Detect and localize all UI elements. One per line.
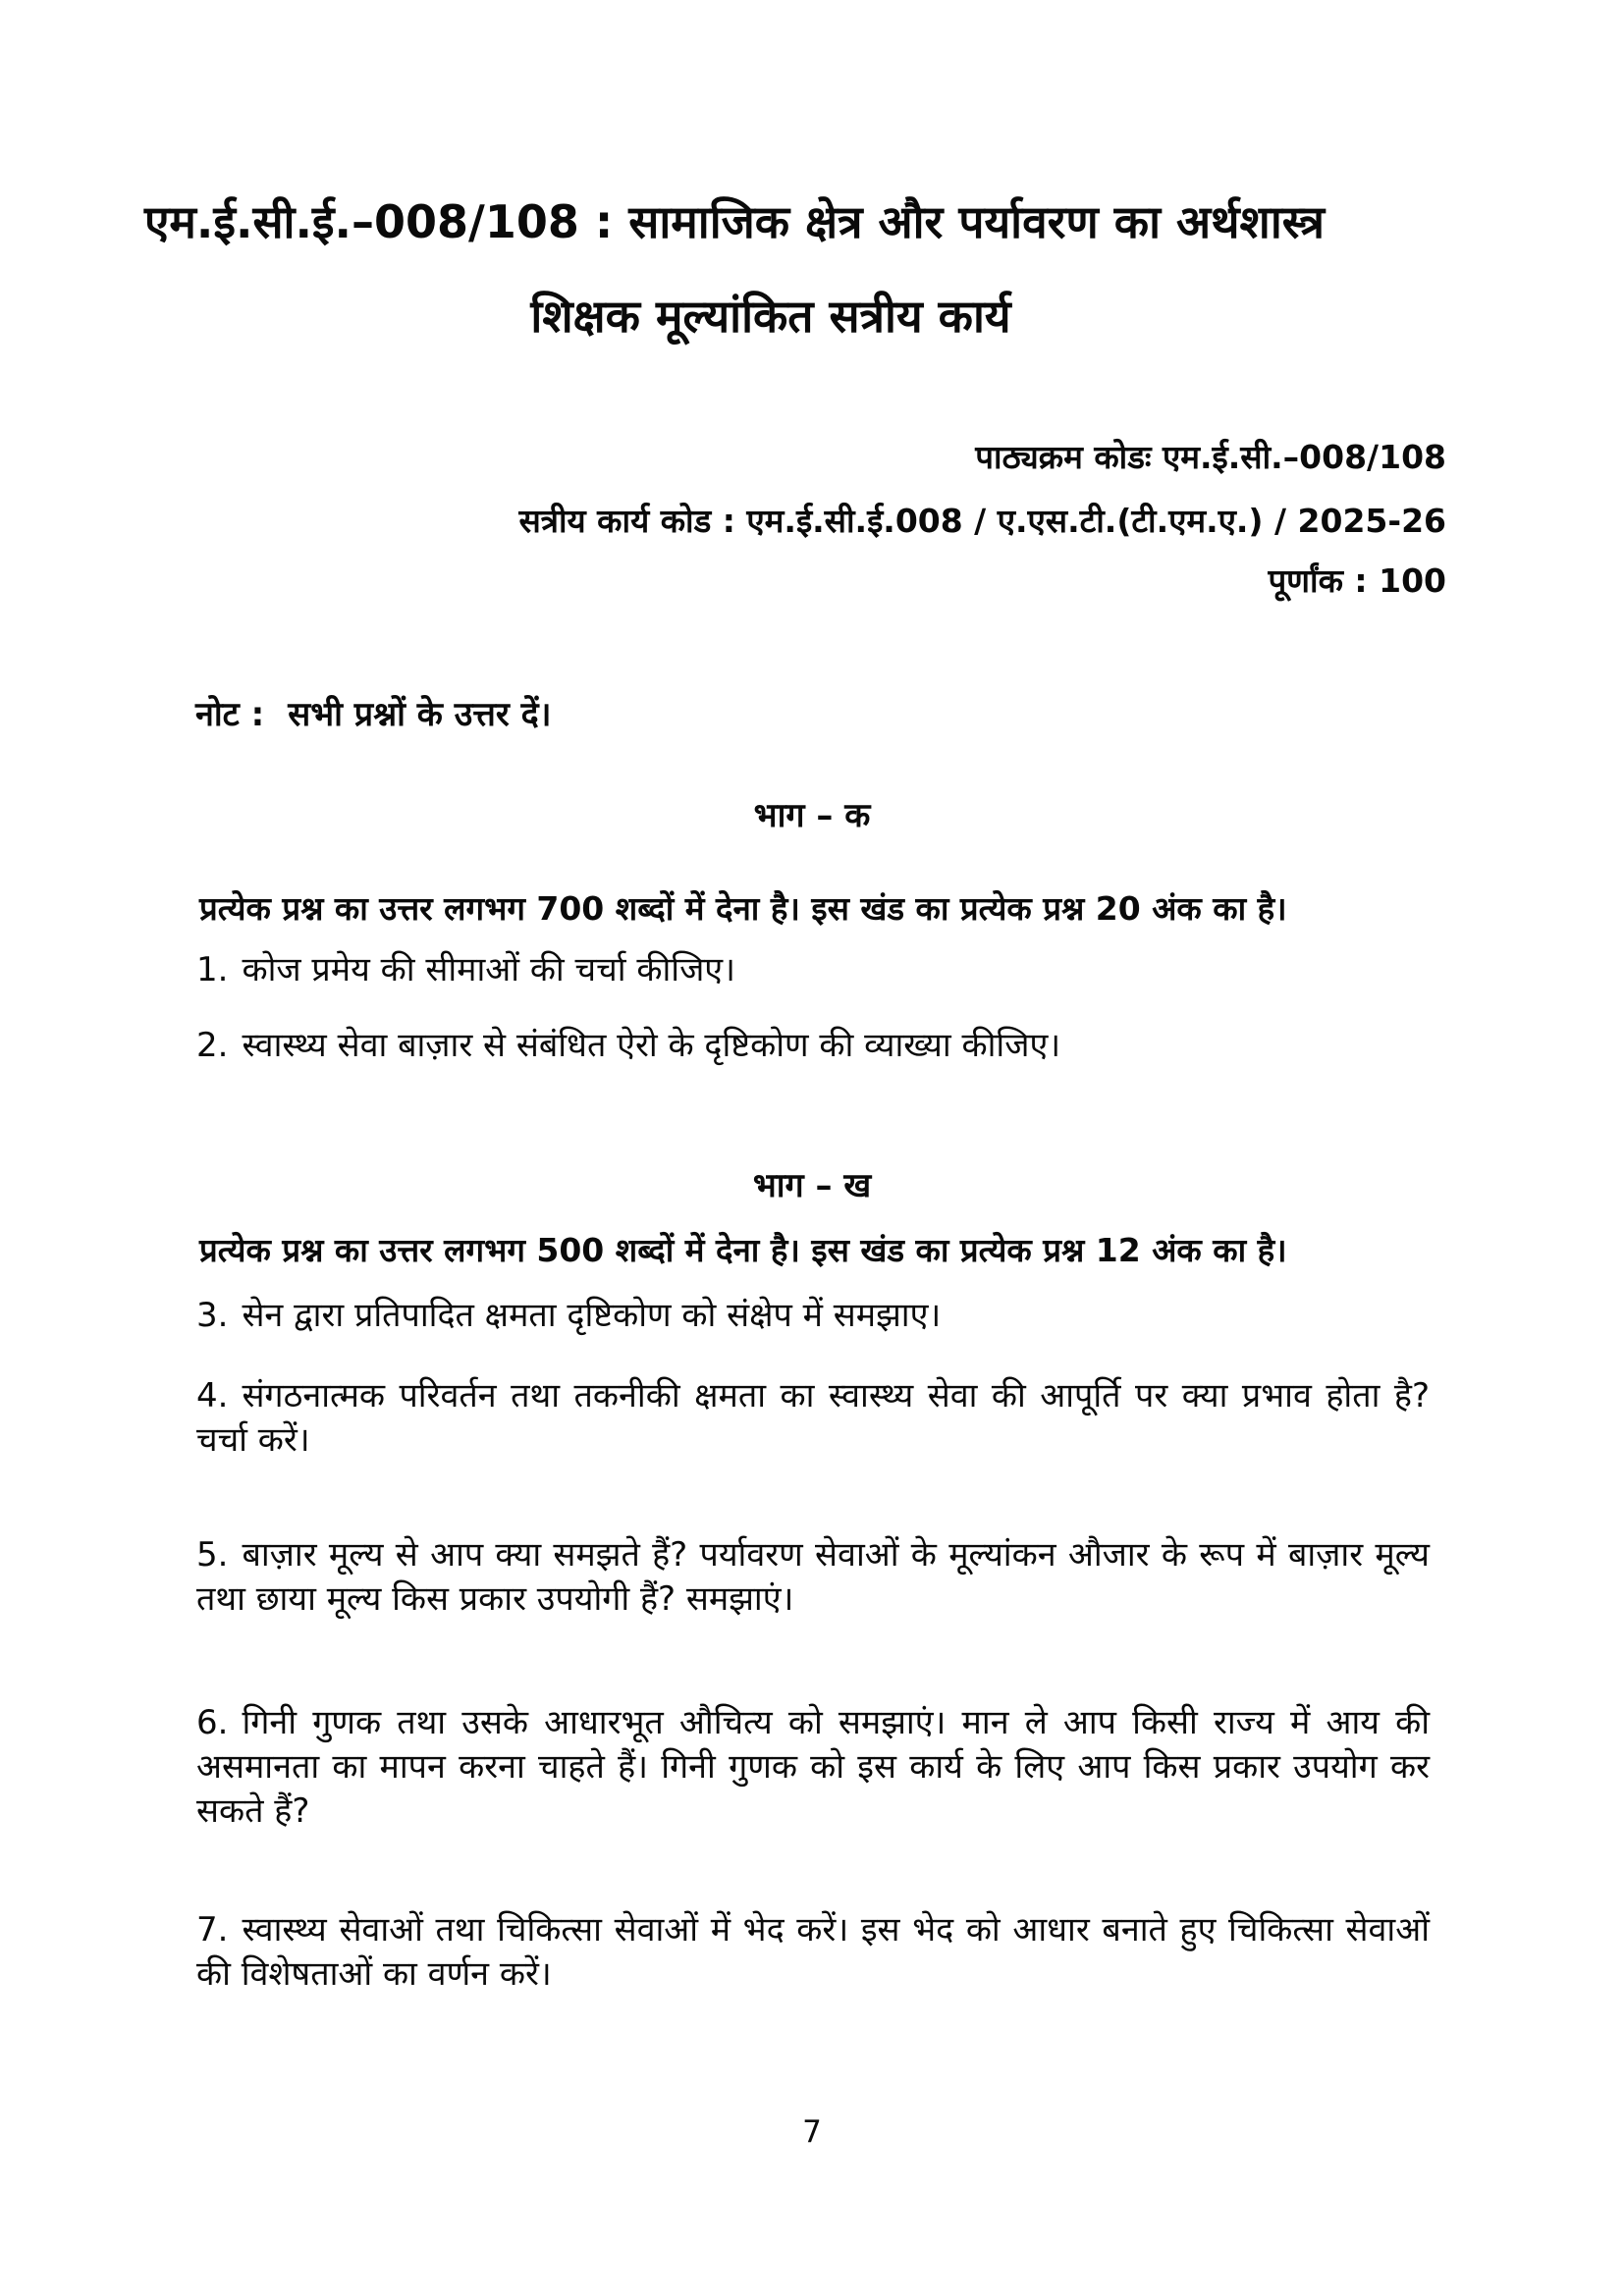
section-a-instruction: प्रत्येक प्रश्न का उत्तर लगभग 700 शब्दों में देना है। इस खंड का प्रत्येक प्रश्न 20 अंक का है। — [199, 889, 1287, 928]
question-1 — [196, 948, 1430, 992]
question-4-text: संगठनात्मक परिवर्तन तथा तकनीकी क्षमता का स्वास्थ्य सेवा की आपूर्ति पर क्या प्रभाव होता है? चर्चा करें। — [196, 1376, 1430, 1460]
page-number: 7 — [802, 2114, 822, 2150]
question-5-text: बाज़ार मूल्य से आप क्या समझते हैं? पर्यावरण सेवाओं के मूल्यांकन औजार के रूप में बाज़ार मूल्य तथा छाया मूल्य किस प्रकार उपयोगी हैं? समझाएं। — [196, 1535, 1430, 1619]
question-5-number: 5. — [196, 1535, 229, 1575]
note-line — [195, 692, 552, 737]
course-title: एम.ई.सी.ई.–008/108 : सामाजिक क्षेत्र और पर्यावरण का अर्थशास्त्र — [143, 195, 1326, 248]
question-7-number: 7. — [196, 1910, 229, 1949]
question-6-text: गिनी गुणक तथा उसके आधारभूत औचित्य को समझाएं। मान ले आप किसी राज्य में आय की असमानता का मापन करना चाहते हैं। गिनी गुणक को इस कार्य के लिए आप किस प्रकार उपयोग कर सकते हैं? — [196, 1703, 1430, 1831]
question-7 — [196, 1908, 1430, 1997]
max-marks-line: पूर्णांक : 100 — [1268, 561, 1446, 600]
course-code-line: पाठ्यक्रम कोडः एम.ई.सी.–008/108 — [975, 438, 1446, 476]
question-6-number: 6. — [196, 1703, 229, 1742]
question-3-text: सेन द्वारा प्रतिपादित क्षमता दृष्टिकोण को संक्षेप में समझाए। — [242, 1296, 942, 1335]
question-4 — [196, 1374, 1430, 1463]
question-6 — [196, 1701, 1430, 1834]
note-text: सभी प्रश्नों के उत्तर दें। — [288, 695, 552, 734]
section-b-instruction: प्रत्येक प्रश्न का उत्तर लगभग 500 शब्दों में देना है। इस खंड का प्रत्येक प्रश्न 12 अंक का है। — [199, 1231, 1287, 1269]
section-b-heading: भाग – ख — [752, 1166, 872, 1205]
question-2-number: 2. — [196, 1026, 229, 1065]
question-1-number: 1. — [196, 950, 229, 989]
question-3-number: 3. — [196, 1296, 229, 1335]
question-5 — [196, 1533, 1430, 1622]
assignment-code-line: सत्रीय कार्य कोड : एम.ई.सी.ई.008 / ए.एस.टी.(टी.एम.ए.) / 2025-26 — [518, 502, 1446, 540]
note-label: नोट : — [195, 695, 265, 734]
question-2 — [196, 1024, 1430, 1068]
question-1-text: कोज प्रमेय की सीमाओं की चर्चा कीजिए। — [242, 950, 735, 989]
question-7-text: स्वास्थ्य सेवाओं तथा चिकित्सा सेवाओं में भेद करें। इस भेद को आधार बनाते हुए चिकित्सा सेवाओं की विशेषताओं का वर्णन करें। — [196, 1910, 1430, 1994]
assignment-type-subtitle: शिक्षक मूल्यांकित सत्रीय कार्य — [530, 290, 1011, 343]
question-2-text: स्वास्थ्य सेवा बाज़ार से संबंधित ऐरो के दृष्टिकोण की व्याख्या कीजिए। — [242, 1026, 1061, 1065]
question-4-number: 4. — [196, 1376, 229, 1415]
question-3 — [196, 1294, 1430, 1338]
section-a-heading: भाग – क — [753, 796, 871, 835]
